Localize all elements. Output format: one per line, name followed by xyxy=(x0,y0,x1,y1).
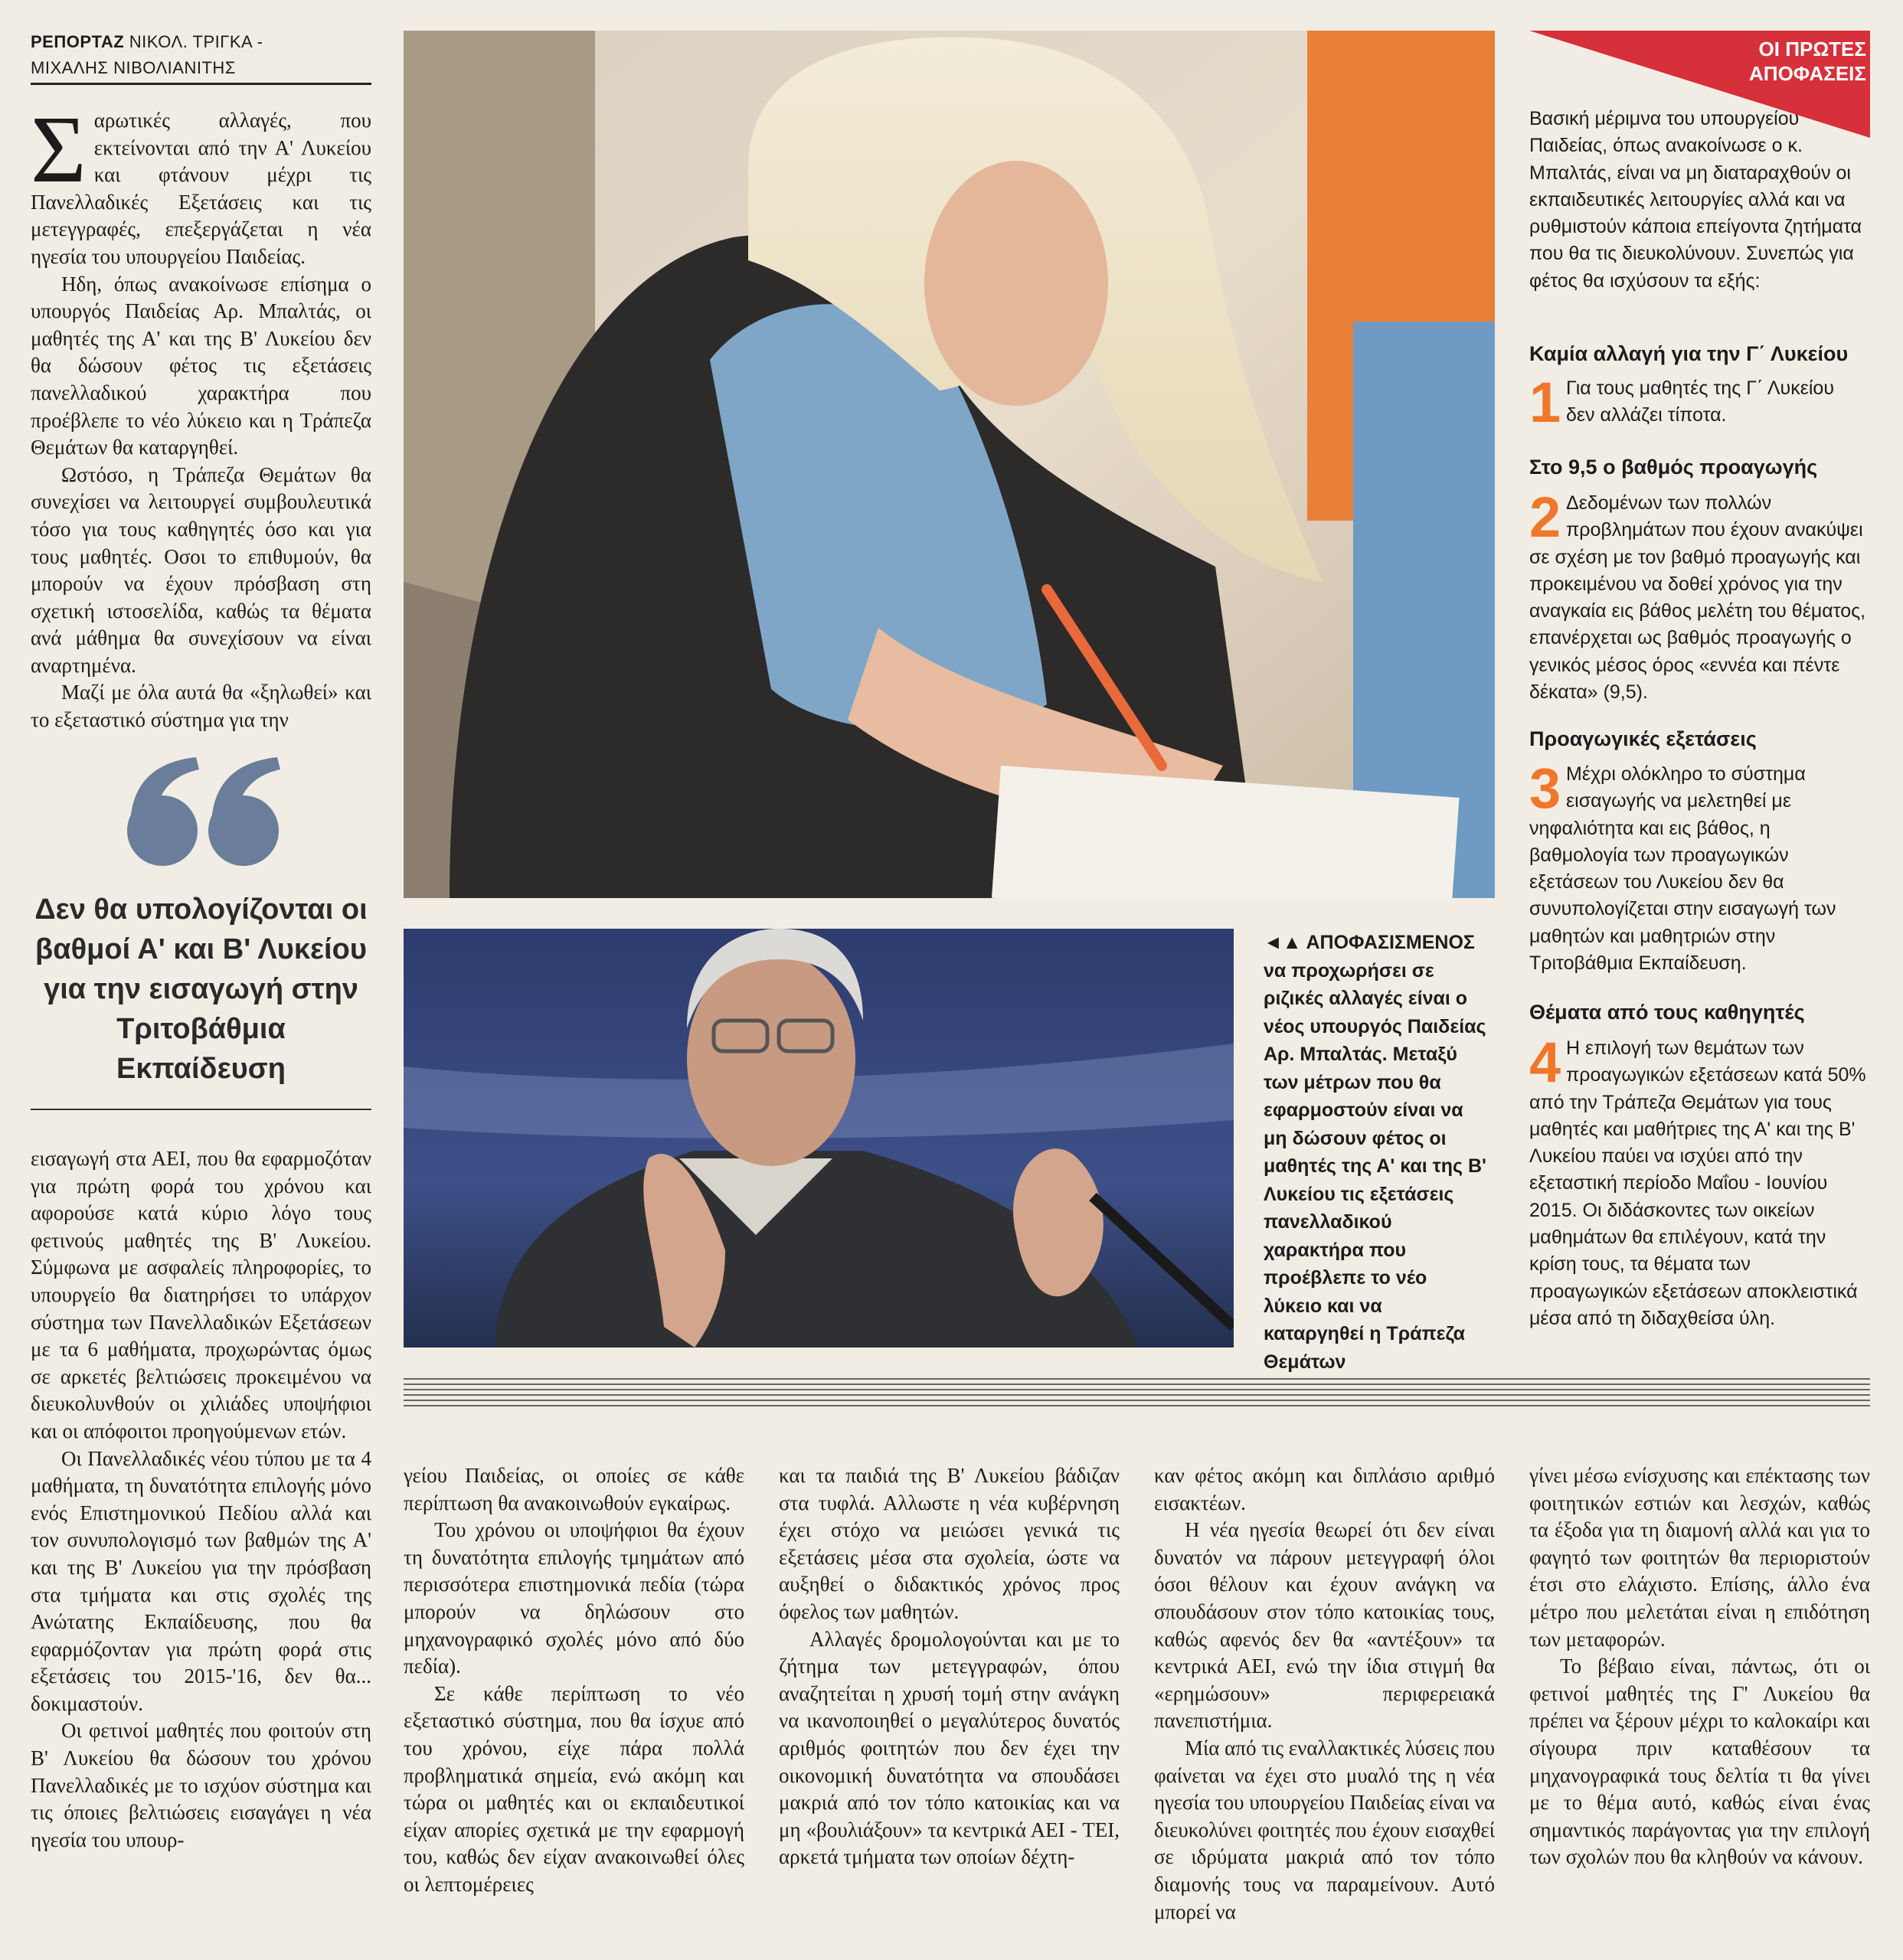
sidebar-item-number: 4 xyxy=(1529,1031,1561,1094)
sidebar-item-text: Μέχρι ολόκληρο το σύστημα εισαγωγής να μελετηθεί με νηφαλιότητα και εις βάθος, η βαθμολογία των προαγωγικών εξετάσεων του Λυκείου δεν θα συνυπολογίζεται στην εισαγωγή των μαθητών και μαθητριών στην Τριτοβάθμια Εκπαίδευση. xyxy=(1529,763,1836,975)
sidebar-item-text: Δεδομένων των πολλών προβλημάτων που έχουν ανακύψει σε σχέση με τον βαθμό προαγωγής και προκειμένου να δοθεί χρόνος για την αναγκαία εις βάθος μελέτη του θέματος, επανέρχεται ως βαθμός προαγωγής ο γενικός μέσος όρος «εννέα και πέντε δέκατα» (9,5). xyxy=(1529,492,1866,704)
sidebar-item xyxy=(1529,371,1866,434)
section-rule xyxy=(404,1378,1870,1409)
article-paragraph: Μία από τις εναλλακτικές λύσεις που φαίνεται να έχει στο μυαλό της η νέα ηγεσία του υπουργείου Παιδείας είναι να διευκολύνει φοιτητές που έχουν εισαχθεί σε ιδρύματα μακριά από τον τόπο διαμονής τους να παραμείνουν. Αυτό μπορεί να xyxy=(1154,1736,1495,1923)
sidebar-item-heading: Καμία αλλαγή για την Γ΄ Λυκείου xyxy=(1529,342,1849,365)
byline-label: ΡΕΠΟΡΤΑΖ xyxy=(31,32,125,51)
article-paragraph: Του χρόνου οι υποψήφιοι θα έχουν τη δυνατότητα επιλογής τμημάτων από περισσότερα επιστημονικά πεδία (τώρα μπορούν να δηλώσουν στο μηχανογραφικό σχολές μόνο από δύο πεδία). xyxy=(404,1518,744,1678)
article-paragraph: Μαζί με όλα αυτά θα «ξηλωθεί» και το εξεταστικό σύστημα για την xyxy=(31,681,371,732)
student-photo xyxy=(404,31,1495,898)
byline-authors-2: ΜΙΧΑΛΗΣ ΝΙΒΟΛΙΑΝΙΤΗΣ xyxy=(31,58,236,77)
article-paragraph: Σε κάθε περίπτωση το νέο εξεταστικό σύστημα, που θα ίσχυε από του χρόνου, είχε πάρα πολλά προβληματικά σημεία, ενώ ακόμη και τώρα οι μαθητές και οι εκπαιδευτικοί είχαν απορίες σχετικά με την εφαρμογή του, καθώς δεν είχαν ανακοινωθεί όλες οι λεπτομέρειες xyxy=(404,1681,744,1896)
sidebar-banner-title xyxy=(1713,37,1866,86)
article-paragraph: εισαγωγή στα ΑΕΙ, που θα εφαρμοζόταν για πρώτη φορά του χρόνου και αφορούσε κατά κύριο λόγο τους φετινούς μαθητές της Β' Λυκείου. Σύμφωνα με ασφαλείς πληροφορίες, το υπουργείο θα διατηρήσει το υπάρχον σύστημα των Πανελλαδικών Εξετάσεων με τα 6 μαθήματα, προχωρώντας όμως σε αρκετές βελτιώσεις προκειμένου να διευκολυνθούν οι χιλιάδες υποψήφιοι και οι απόφοιτοι προηγούμενων ετών. xyxy=(31,1147,371,1442)
article-paragraph: Αλλαγές δρομολογούνται και με το ζήτημα των μετεγγραφών, όπου αναζητείται η χρυσή τομή στην ανάγκη να ικανοποιηθεί ο μεγαλύτερος δυνατός αριθμός φοιτητών που δεν έχει την οικονομική δυνατότητα να σπουδάσει μακριά από τον τόπο κατοικίας και να μη «βουλιάξουν» τα κεντρικά ΑΕΙ - ΤΕΙ, αρκετά τμήματα των οποίων δέχτη- xyxy=(779,1627,1120,1869)
article-column-4 xyxy=(1154,1462,1495,1926)
sidebar-banner-line-1: ΟΙ ΠΡΩΤΕΣ xyxy=(1758,38,1866,60)
sidebar-item-heading: Θέματα από τους καθηγητές xyxy=(1529,1001,1805,1024)
article-paragraph: Ηδη, όπως ανακοίνωσε επίσημα ο υπουργός Παιδείας Αρ. Μπαλτάς, οι μαθητές της Α' και της Β' Λυκείου δεν θα δώσουν φέτος τις εξετάσεις πανελλαδικού χαρακτήρα που προέβλεπε το νέο λύκειο και η Τράπεζα Θεμάτων θα καταργηθεί. xyxy=(31,272,371,459)
article-column-5 xyxy=(1529,1462,1870,1871)
sidebar-item-number: 2 xyxy=(1529,485,1561,549)
photo-caption: ◄▲ ΑΠΟΦΑΣΙΣΜΕΝΟΣ να προχωρήσει σε ριζικές αλλαγές είναι ο νέος υπουργός Παιδείας Αρ. Μπαλτάς. Μεταξύ των μέτρων που θα εφαρμοστούν είναι να μη δώσουν φέτος οι μαθητές της Α' και της Β' Λυκείου τις εξετάσεις πανελλαδικού χαρακτήρα που προέβλεπε το νέο λύκειο και να καταργηθεί η Τράπεζα Θεμάτων xyxy=(1264,932,1486,1373)
sidebar-item-text: Η επιλογή των θεμάτων των προαγωγικών εξετάσεων κατά 50% από την Τράπεζα Θεμάτων για τους μαθητές και μαθήτριες της Α' και της Β' Λυκείου παύει να ισχύει από την εξεταστική περίοδο Μαΐου - Ιουνίου 2015. Οι διδάσκοντες των οικείων μαθημάτων θα επιλέγουν, κατά την κρίση τους, τα θέματα των προαγωγικών εξετάσεων αποκλειστικά μέσα από τη διδαχθείσα ύλη. xyxy=(1529,1037,1866,1329)
article-paragraph: Ωστόσο, η Τράπεζα Θεμάτων θα συνεχίσει να λειτουργεί συμβουλευτικά τόσο για τους καθηγητές όσο και για τους μαθητές. Οσοι το επιθυμούν, θα μπορούν να έχουν πρόσβαση στη σχετική ιστοσελίδα, καθώς τα θέματα ανά μάθημα θα συνεχίσουν να είναι αναρτημένα. xyxy=(31,462,371,677)
minister-photo xyxy=(404,929,1234,1348)
byline-authors-1: ΝΙΚΟΛ. ΤΡΙΓΚΑ - xyxy=(129,32,263,51)
article-paragraph: γίνει μέσω ενίσχυσης και επέκτασης των φοιτητικών εστιών και λεσχών, καθώς τα έξοδα για τη διαμονή αλλά και για το φαγητό των φοιτητών θα περιοριστούν έτσι στο ελάχιστο. Επίσης, άλλο ένα μέτρο που μελετάται είναι η επιδότηση των μεταφορών. xyxy=(1529,1464,1870,1651)
drop-cap: Σ xyxy=(31,97,87,203)
byline xyxy=(31,29,371,81)
article-column-2 xyxy=(404,1462,744,1899)
article-paragraph: Το βέβαιο είναι, πάντως, ότι οι φετινοί μαθητές της Γ' Λυκείου θα πρέπει να ξέρουν μέχρι το καλοκαίρι και σίγουρα πριν καταθέσουν τα μηχανογραφικά τους δελτία τι θα γίνει με το θέμα αυτό, καθώς είναι ένας σημαντικός παράγοντας για την επιλογή των σχολών που θα κληθούν να κάνουν. xyxy=(1529,1655,1870,1869)
article-paragraph: και τα παιδιά της Β' Λυκείου βάδιζαν στα τυφλά. Αλλωστε η νέα κυβέρνηση έχει στόχο να μειώσει γενικά τις εξετάσεις μέσα στα σχολεία, ώστε να αυξηθεί ο διδακτικός χρόνος προς όφελος των μαθητών. xyxy=(779,1464,1120,1623)
article-column-3 xyxy=(779,1462,1120,1871)
article-paragraph: αρωτικές αλλαγές, που εκτείνονται από την Α' Λυκείου και φτάνουν μέχρι τις Πανελλαδικές Εξετάσεις και τις μετεγγραφές, επεξεργάζεται η νέα ηγεσία του υπουργείου Παιδείας. xyxy=(31,109,371,268)
sidebar-item xyxy=(1529,756,1866,977)
article-column-1-top xyxy=(31,97,371,734)
sidebar-item-heading: Στο 9,5 ο βαθμός προαγωγής xyxy=(1529,456,1818,479)
sidebar-item-number: 3 xyxy=(1529,756,1561,820)
sidebar-item-text: Για τους μαθητές της Γ΄ Λυκείου δεν αλλάζει τίποτα. xyxy=(1566,377,1834,426)
pull-quote-rule xyxy=(31,1109,371,1110)
pull-quote: Δεν θα υπολογίζονται οι βαθμοί Α' και Β' Λυκείου για την εισαγωγή στην Τριτοβάθμια Εκπαίδευση xyxy=(34,893,368,1085)
article-paragraph: Η νέα ηγεσία θεωρεί ότι δεν είναι δυνατόν να πάρουν μετεγγραφή όλοι όσοι θέλουν και έχουν ανάγκη να σπουδάσουν στον τόπο κατοικίας τους, καθώς αφενός δεν θα «αντέξουν» τα κεντρικά ΑΕΙ, ενώ την ίδια στιγμή θα «ερημώσουν» περιφερειακά πανεπιστήμια. xyxy=(1154,1518,1495,1733)
article-paragraph: καν φέτος ακόμη και διπλάσιο αριθμό εισακτέων. xyxy=(1154,1464,1495,1514)
sidebar-item xyxy=(1529,1031,1866,1332)
article-paragraph: Οι φετινοί μαθητές που φοιτούν στη Β' Λυκείου θα δώσουν του χρόνου Πανελλαδικές με το ισχύον σύστημα και τις όποιες βελτιώσεις εισαγάγει η νέα ηγεσία του υπουρ- xyxy=(31,1719,371,1851)
article-paragraph: γείου Παιδείας, οι οποίες σε κάθε περίπτωση θα ανακοινωθούν εγκαίρως. xyxy=(404,1464,744,1514)
sidebar-banner-line-2: ΑΠΟΦΑΣΕΙΣ xyxy=(1749,62,1866,85)
article-paragraph: Οι Πανελλαδικές νέου τύπου με τα 4 μαθήματα, τη δυνατότητα επιλογής μόνο ενός Επιστημονικού Πεδίου αλλά και τον συνυπολογισμό των βαθμών της Α' και της Β' Λυκείου για την πρόσβαση στα τμήματα και στις σχολές της Ανώτατης Εκπαίδευσης, που θα εφαρμόζονταν για πρώτη φορά στις εξετάσεις του 2015-'16, δεν θα... δοκιμαστούν. xyxy=(31,1446,371,1715)
quote-mark-icon xyxy=(123,754,283,869)
sidebar-item xyxy=(1529,485,1866,706)
sidebar-item-number: 1 xyxy=(1529,371,1561,434)
byline-rule xyxy=(31,83,371,85)
sidebar-item-heading: Προαγωγικές εξετάσεις xyxy=(1529,727,1757,750)
article-column-1-bottom xyxy=(31,1145,371,1854)
sidebar-intro: Βασική μέριμνα του υπουργείου Παιδείας, όπως ανακοίνωσε ο κ. Μπαλτάς, είναι να μη διαταραχθούν οι εκπαιδευτικές λειτουργίες αλλά και να ρυθμιστούν κάποια επείγοντα ζητήματα που θα τις διευκολύνουν. Συνεπώς για φέτος θα ισχύσουν τα εξής: xyxy=(1529,108,1862,292)
